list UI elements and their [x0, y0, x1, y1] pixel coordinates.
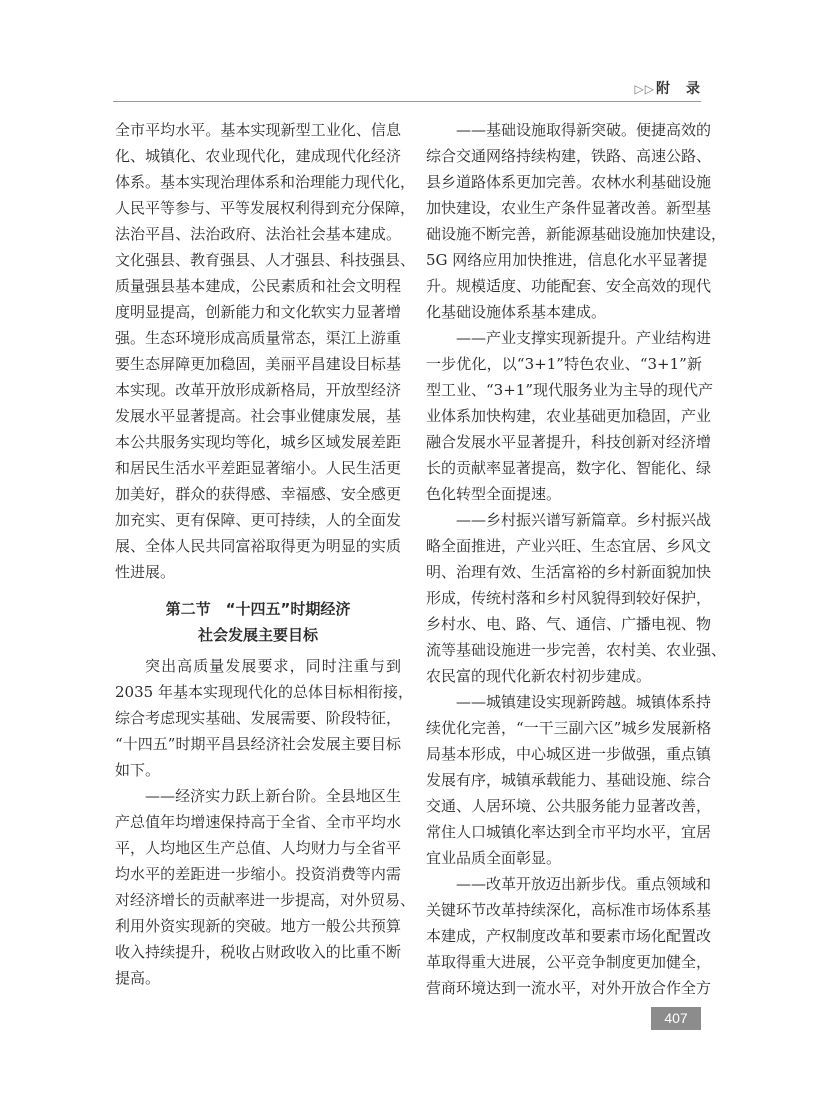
- text-line: 法治平昌、法治政府、法治社会基本建成。: [115, 225, 401, 243]
- text-line: 略全面推进，产业兴旺、生态宜居、乡风文: [426, 537, 712, 555]
- text-line: 本公共服务实现均等化，城乡区域发展差距: [115, 433, 401, 451]
- paragraph: [426, 689, 712, 871]
- text-line: 文化强县、教育强县、人才强县、科技强县、: [115, 251, 416, 269]
- heading-line: 社会发展主要目标: [197, 626, 318, 644]
- text-line: “十四五”时期平昌县经济社会发展主要目标: [115, 735, 401, 753]
- text-line: 全市平均水平。基本实现新型工业化、信息: [115, 121, 401, 139]
- text-line: 度明显提高，创新能力和文化软实力显著增: [115, 303, 401, 321]
- text-line: 展、全体人民共同富裕取得更为明显的实质: [115, 537, 401, 555]
- text-line: 加快建设，农业生产条件显著改善。新型基: [426, 199, 712, 217]
- text-line: 业体系加快构建，农业基础更加稳固，产业: [426, 407, 712, 425]
- text-line: 形成，传统村落和乡村风貌得到较好保护，: [426, 589, 712, 607]
- text-line: 产总值年均增速保持高于全省、全市平均水: [115, 813, 401, 831]
- text-line: 一步优化，以“3+1”特色农业、“3+1”新: [426, 355, 702, 373]
- paragraph: [426, 507, 727, 689]
- heading-line: 第二节 “十四五”时期经济: [165, 600, 351, 618]
- triangle-marker-icon: ▷▷: [634, 82, 655, 96]
- text-line: ——改革开放迈出新步伐。重点领域和: [456, 875, 712, 893]
- paragraph: [115, 653, 413, 783]
- text-line: 平，人均地区生产总值、人均财力与全省平: [115, 839, 401, 857]
- left-column: [115, 117, 416, 991]
- text-line: 县乡道路体系更加完善。农林水利基础设施: [426, 173, 712, 191]
- text-line: 局基本形成，中心城区进一步做强，重点镇: [426, 745, 712, 763]
- text-line: 均水平的差距进一步缩小。投资消费等内需: [115, 865, 401, 883]
- text-line: 续优化完善，“一干三副六区”城乡发展新格: [426, 719, 712, 737]
- text-line: 和居民生活水平差距显著缩小。人民生活更: [115, 459, 401, 477]
- header-rule: [113, 101, 701, 102]
- text-line: 化基础设施体系基本建成。: [426, 303, 607, 321]
- text-line: 长的贡献率显著提高，数字化、智能化、绿: [426, 459, 712, 477]
- text-line: 升。规模适度、功能配套、安全高效的现代: [426, 277, 712, 295]
- text-line: 综合考虑现实基础、发展需要、阶段特征，: [115, 709, 401, 727]
- paragraph: [426, 871, 712, 1001]
- text-line: 5G 网络应用加快推进，信息化水平显著提: [426, 251, 708, 269]
- text-line: ——乡村振兴谱写新篇章。乡村振兴战: [456, 511, 712, 529]
- text-line: 关键环节改革持续深化，高标准市场体系基: [426, 901, 712, 919]
- text-line: 营商环境达到一流水平，对外开放合作全方: [426, 979, 712, 997]
- text-line: 对经济增长的贡献率进一步提高，对外贸易、: [115, 891, 416, 909]
- paragraph: [115, 783, 416, 991]
- text-line: 2035 年基本实现现代化的总体目标相衔接，: [115, 683, 413, 701]
- text-line: 如下。: [115, 761, 161, 779]
- text-line: 发展水平显著提高。社会事业健康发展，基: [115, 407, 401, 425]
- text-line: 体系。基本实现治理体系和治理能力现代化，: [115, 173, 416, 191]
- page-number: 407: [651, 1007, 701, 1030]
- text-line: 常住人口城镇化率达到全市平均水平，宜居: [426, 823, 712, 841]
- text-line: 强。生态环境形成高质量常态，渠江上游重: [115, 329, 401, 347]
- text-line: ——经济实力跃上新台阶。全县地区生: [145, 787, 401, 805]
- text-line: 突出高质量发展要求，同时注重与到: [145, 657, 401, 675]
- text-line: 色化转型全面提速。: [426, 485, 562, 503]
- text-line: 交通、人居环境、公共服务能力显著改善，: [426, 797, 712, 815]
- text-line: 提高。: [115, 969, 161, 987]
- text-line: 本建成，产权制度改革和要素市场化配置改: [426, 927, 712, 945]
- text-line: 化、城镇化、农业现代化，建成现代化经济: [115, 147, 401, 165]
- text-line: 要生态屏障更加稳固，美丽平昌建设目标基: [115, 355, 401, 373]
- running-head: [635, 78, 701, 98]
- text-line: 流等基础设施进一步完善，农村美、农业强、: [426, 641, 727, 659]
- text-line: 明、治理有效、生活富裕的乡村新面貌加快: [426, 563, 712, 581]
- paragraph: [115, 117, 416, 585]
- text-line: 础设施不断完善，新能源基础设施加快建设，: [426, 225, 727, 243]
- running-head-section: 附 录: [656, 81, 701, 97]
- right-column: [426, 117, 727, 1001]
- text-line: 性进展。: [115, 563, 176, 581]
- text-line: ——城镇建设实现新跨越。城镇体系持: [456, 693, 712, 711]
- text-line: 乡村水、电、路、气、通信、广播电视、物: [426, 615, 712, 633]
- text-line: 革取得重大进展，公平竞争制度更加健全，: [426, 953, 712, 971]
- text-line: 农民富的现代化新农村初步建成。: [426, 667, 652, 685]
- text-line: 质量强县基本建成，公民素质和社会文明程: [115, 277, 401, 295]
- text-line: 型工业、“3+1”现代服务业为主导的现代产: [426, 381, 713, 399]
- paragraph: [426, 325, 713, 507]
- text-line: ——基础设施取得新突破。便捷高效的: [456, 121, 712, 139]
- section-heading: [115, 585, 401, 653]
- text-line: 综合交通网络持续构建，铁路、高速公路、: [426, 147, 712, 165]
- text-line: 人民平等参与、平等发展权利得到充分保障，: [115, 199, 416, 217]
- text-line: 本实现。改革开放形成新格局，开放型经济: [115, 381, 401, 399]
- text-line: 发展有序，城镇承载能力、基础设施、综合: [426, 771, 712, 789]
- text-line: 利用外资实现新的突破。地方一般公共预算: [115, 917, 401, 935]
- text-line: 融合发展水平显著提升，科技创新对经济增: [426, 433, 712, 451]
- text-line: 加美好，群众的获得感、幸福感、安全感更: [115, 485, 401, 503]
- text-line: 收入持续提升，税收占财政收入的比重不断: [115, 943, 401, 961]
- text-line: 宜业品质全面彰显。: [426, 849, 562, 867]
- text-line: ——产业支撑实现新提升。产业结构进: [456, 329, 712, 347]
- text-line: 加充实、更有保障、更可持续，人的全面发: [115, 511, 401, 529]
- paragraph: [426, 117, 727, 325]
